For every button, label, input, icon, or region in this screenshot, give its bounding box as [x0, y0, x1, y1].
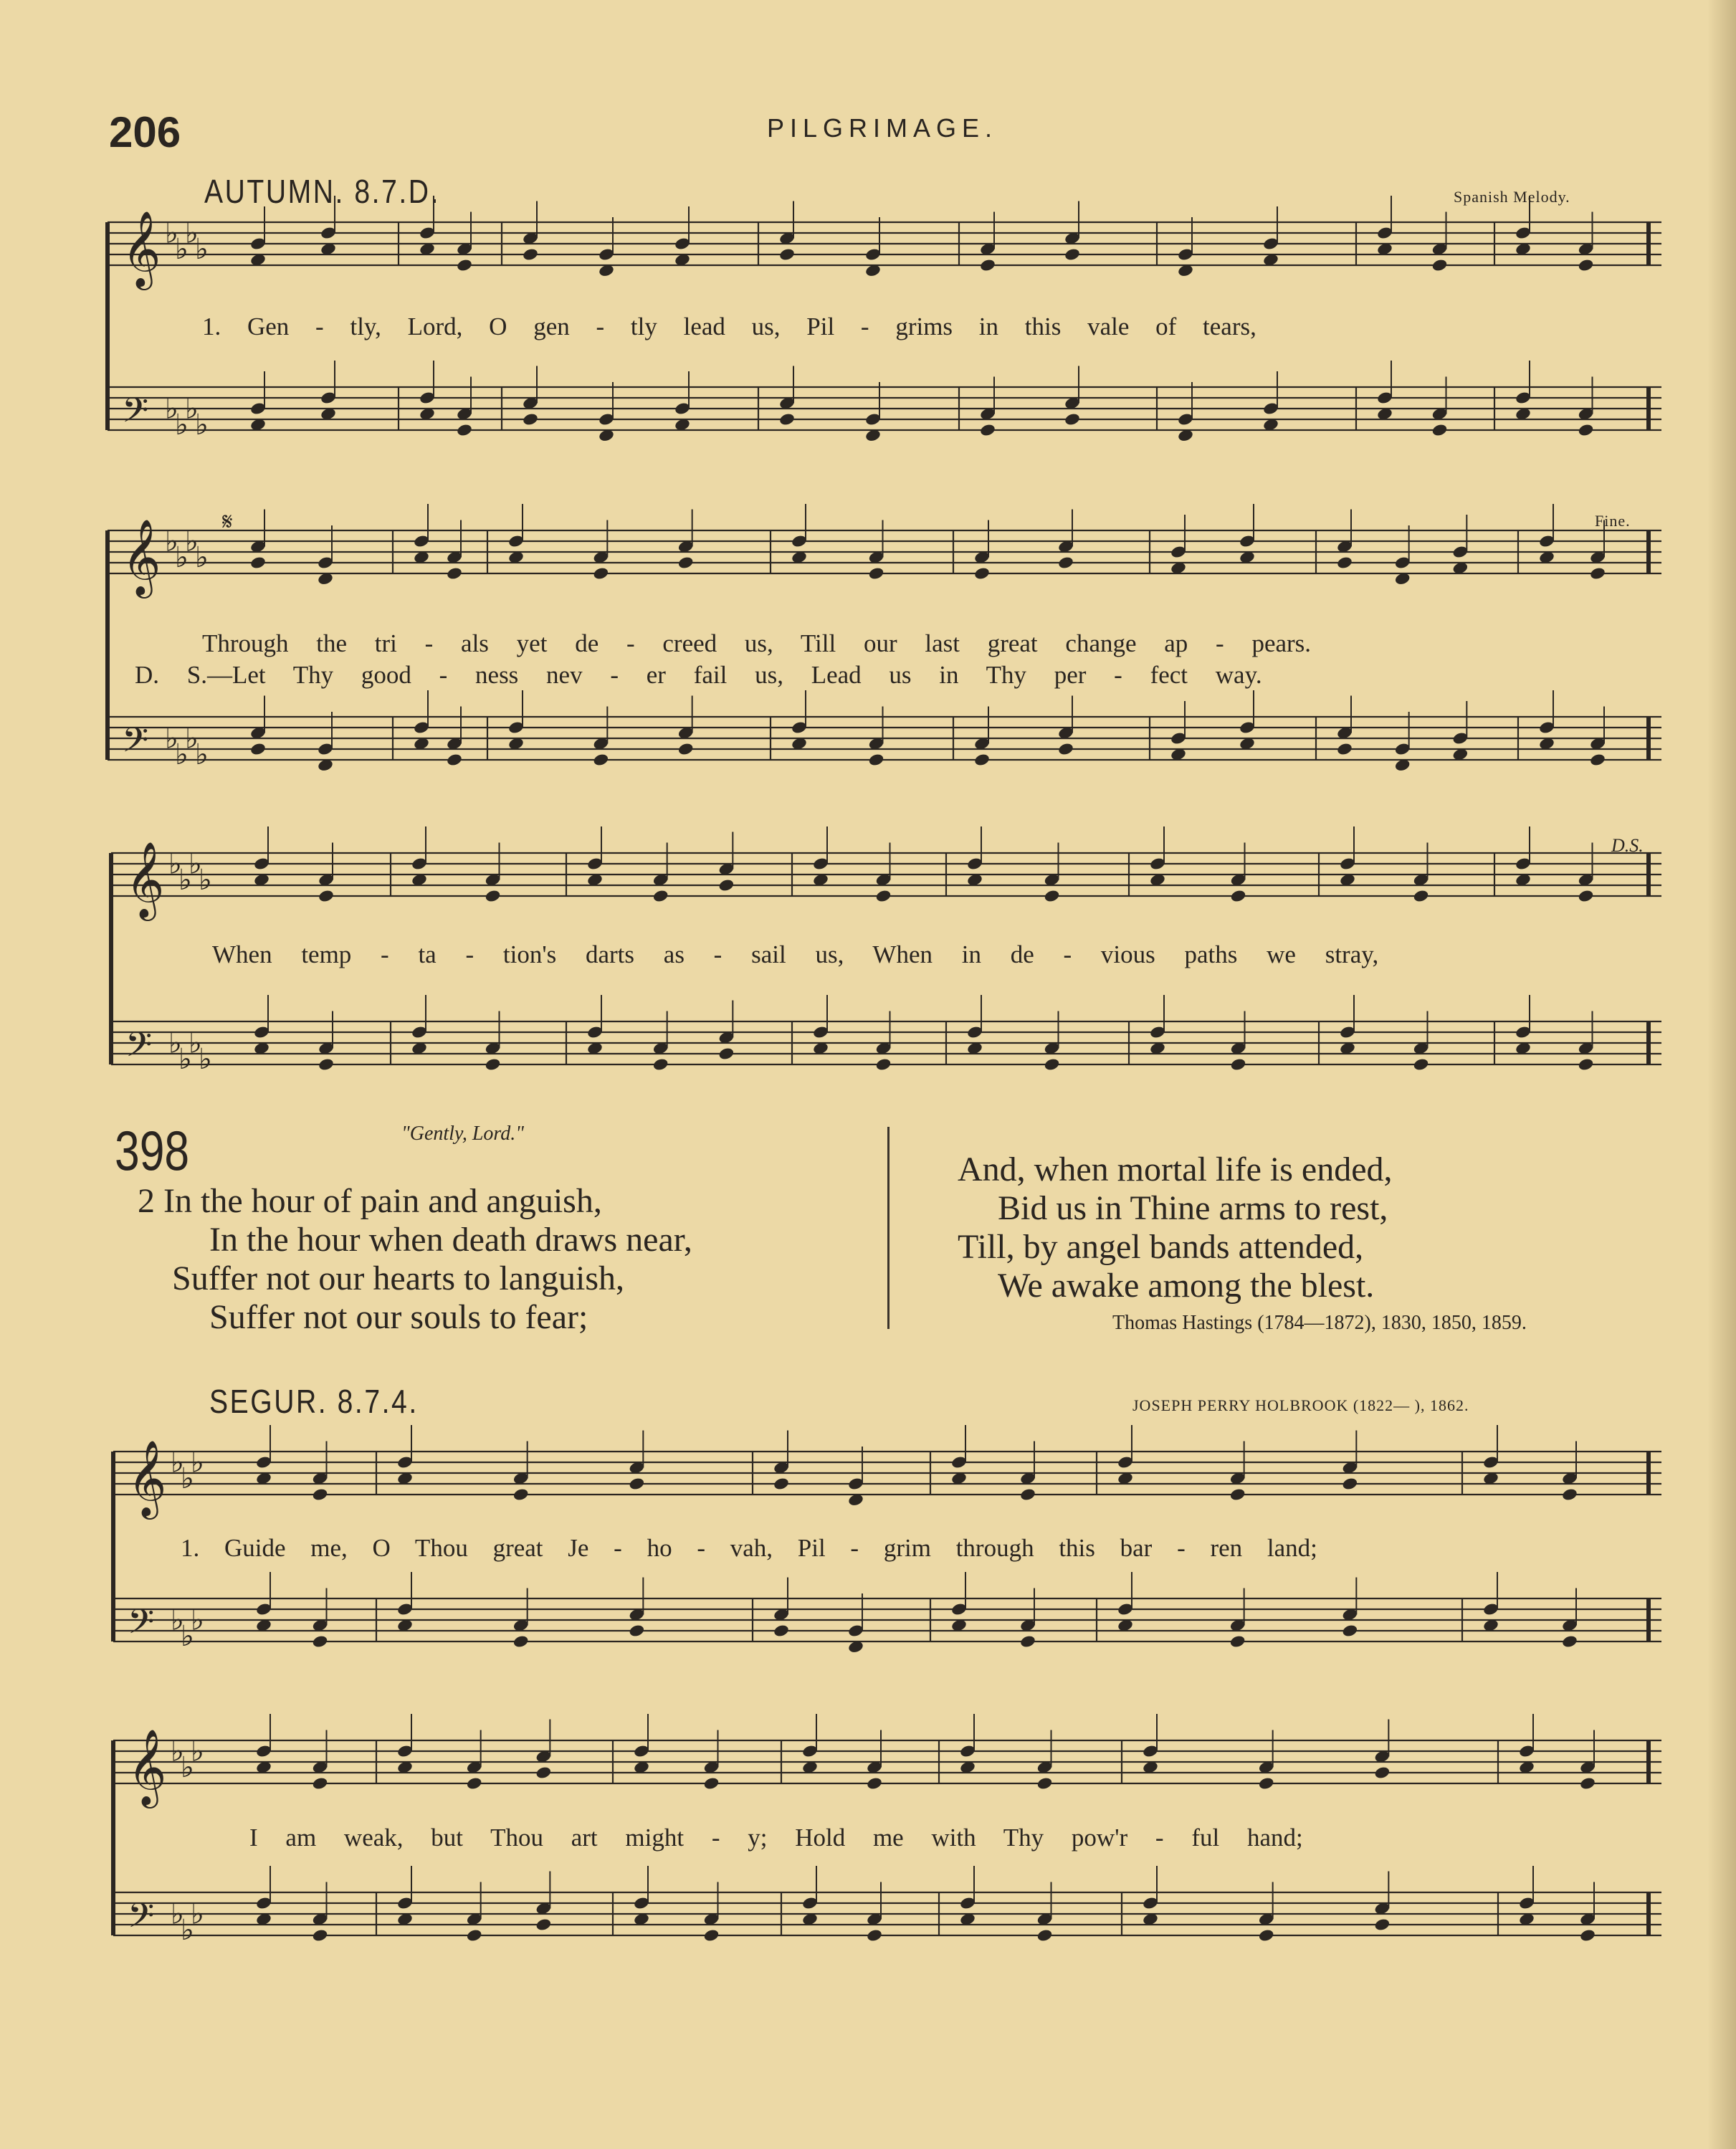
note-head: [1374, 1917, 1391, 1932]
note-head: [868, 566, 885, 581]
note-head: [1230, 889, 1247, 903]
stanza-3-line-4: We awake among the blest.: [998, 1267, 1375, 1305]
note-head: [466, 1776, 483, 1791]
note-head: [522, 247, 539, 262]
flat-icon: ♭: [171, 1604, 184, 1637]
note-head: [875, 1057, 892, 1072]
flat-icon: ♭: [165, 392, 178, 426]
note-head: [979, 258, 996, 272]
note-head: [1561, 1487, 1578, 1502]
flat-icon: ♭: [178, 864, 192, 897]
stanza-2-line-4: Suffer not our souls to fear;: [209, 1298, 588, 1336]
hymn-title: "Gently, Lord.": [401, 1123, 525, 1145]
note-head: [446, 566, 463, 581]
note-head: [778, 412, 796, 427]
treble-clef-icon: 𝄞: [122, 210, 161, 287]
hymn-credit: Thomas Hastings (1784—1872), 1830, 1850, 1859.: [1112, 1312, 1527, 1334]
bass-clef-icon: 𝄢: [125, 1024, 153, 1073]
lyric-line-autumn-ds: D. S.—Let Thy good - ness nev - er fail us, Lead us in Thy per - fect way.: [135, 661, 1262, 689]
note-head: [466, 1928, 483, 1943]
stanza-3-line-3: Till, by angel bands attended,: [958, 1228, 1364, 1266]
note-head: [629, 1477, 646, 1491]
flat-icon: ♭: [168, 847, 182, 881]
stanza-3-line-2: Bid us in Thine arms to rest,: [998, 1189, 1388, 1227]
running-head: PILGRIMAGE.: [767, 113, 998, 143]
stanza-2-line-2: In the hour when death draws near,: [209, 1221, 692, 1259]
note-head: [979, 423, 996, 437]
flat-icon: ♭: [185, 392, 199, 426]
note-head: [703, 1928, 720, 1943]
bass-clef-icon: 𝄢: [122, 390, 149, 439]
note-head: [1413, 889, 1430, 903]
note-head: [1578, 889, 1595, 903]
flat-icon: ♭: [178, 1043, 192, 1076]
flat-icon: ♭: [175, 738, 189, 771]
note-head: [1019, 1487, 1036, 1502]
flat-icon: ♭: [191, 1446, 204, 1479]
note-head: [593, 566, 610, 581]
lyric-line-segur-1: 1. Guide me, O Thou great Je - ho - vah, Pil - grim through this bar - ren land;: [181, 1534, 1317, 1562]
note-head: [1561, 1634, 1578, 1649]
note-head: [1064, 247, 1081, 262]
note-head: [1413, 1057, 1430, 1072]
lyric-line-autumn-2: Through the tri - als yet de - creed us, Till our last great change ap - pears.: [202, 629, 1312, 657]
note-head: [773, 1624, 790, 1638]
flat-icon: ♭: [185, 722, 199, 756]
note-head: [1342, 1624, 1359, 1638]
lyric-line-autumn-3: When temp - ta - tion's darts as - sail us, When in de - vious paths we stray,: [212, 940, 1379, 968]
note-head: [1044, 889, 1061, 903]
note-head: [973, 753, 991, 767]
flat-icon: ♭: [195, 233, 209, 266]
flat-icon: ♭: [175, 233, 189, 266]
note-head: [629, 1624, 646, 1638]
note-head: [249, 556, 267, 570]
bass-clef-icon: 𝄢: [122, 720, 149, 768]
flat-icon: ♭: [165, 722, 178, 756]
note-head: [1578, 423, 1595, 437]
note-head: [312, 1487, 329, 1502]
lyric-line-segur-2: I am weak, but Thou art might - y; Hold me with Thy pow'r - ful hand;: [249, 1824, 1303, 1852]
flat-icon: ♭: [175, 409, 189, 442]
flat-icon: ♭: [199, 1043, 212, 1076]
tune-title-segur: SEGUR. 8.7.4.: [209, 1383, 419, 1420]
flat-icon: ♭: [171, 1735, 184, 1768]
flat-icon: ♭: [171, 1897, 184, 1931]
note-head: [677, 556, 695, 570]
note-head: [1230, 1057, 1247, 1072]
note-head: [1374, 1766, 1391, 1780]
note-head: [318, 889, 335, 903]
flat-icon: ♭: [168, 1026, 182, 1060]
tune-attribution-autumn: Spanish Melody.: [1454, 188, 1570, 206]
note-head: [1336, 556, 1353, 570]
note-head: [1579, 1928, 1596, 1943]
flat-icon: ♭: [165, 216, 178, 250]
fine-mark: Fine.: [1595, 512, 1631, 530]
note-head: [456, 258, 473, 272]
note-head: [1019, 1634, 1036, 1649]
note-head: [456, 423, 473, 437]
note-head: [718, 1047, 735, 1061]
note-head: [1342, 1477, 1359, 1491]
flat-icon: ♭: [195, 738, 209, 771]
note-head: [1431, 258, 1449, 272]
tune-attribution-segur: JOSEPH PERRY HOLBROOK (1822— ), 1862.: [1132, 1396, 1469, 1414]
flat-icon: ♭: [195, 541, 209, 574]
bass-clef-icon: 𝄢: [128, 1601, 155, 1650]
note-head: [1064, 412, 1081, 427]
note-head: [1336, 742, 1353, 756]
note-head: [1057, 742, 1074, 756]
flat-icon: ♭: [195, 409, 209, 442]
note-head: [1258, 1928, 1275, 1943]
treble-clef-icon: 𝄞: [125, 841, 165, 918]
flat-icon: ♭: [181, 1914, 194, 1947]
flat-icon: ♭: [181, 1620, 194, 1653]
flat-icon: ♭: [189, 847, 202, 881]
flat-icon: ♭: [191, 1897, 204, 1931]
note-head: [1431, 423, 1449, 437]
flat-icon: ♭: [181, 1751, 194, 1784]
flat-icon: ♭: [185, 216, 199, 250]
note-head: [677, 742, 695, 756]
page-number: 206: [109, 108, 181, 156]
note-head: [973, 566, 991, 581]
note-head: [1258, 1776, 1275, 1791]
note-head: [1229, 1634, 1246, 1649]
note-head: [485, 1057, 502, 1072]
note-head: [1589, 566, 1606, 581]
note-head: [512, 1487, 530, 1502]
stanza-3-line-1: And, when mortal life is ended,: [958, 1150, 1393, 1188]
note-head: [1044, 1057, 1061, 1072]
note-head: [866, 1776, 883, 1791]
note-head: [312, 1776, 329, 1791]
note-head: [866, 1928, 883, 1943]
note-head: [773, 1477, 790, 1491]
flat-icon: ♭: [189, 1026, 202, 1060]
note-head: [312, 1928, 329, 1943]
bass-clef-icon: 𝄢: [128, 1895, 155, 1944]
note-head: [522, 412, 539, 427]
note-head: [718, 878, 735, 892]
note-head: [249, 742, 267, 756]
hymn-number: 398: [115, 1119, 190, 1182]
note-head: [535, 1766, 553, 1780]
treble-clef-icon: 𝄞: [128, 1439, 167, 1516]
flat-icon: ♭: [181, 1462, 194, 1495]
tune-title-autumn: AUTUMN. 8.7.D.: [204, 173, 440, 210]
note-head: [593, 753, 610, 767]
note-head: [1057, 556, 1074, 570]
stanza-2-line-1: 2 In the hour of pain and anguish,: [138, 1182, 602, 1220]
lyric-line-autumn-1: 1. Gen - tly, Lord, O gen - tly lead us, Pil - grims in this vale of tears,: [202, 313, 1256, 340]
note-head: [485, 889, 502, 903]
stanza-2-line-3: Suffer not our hearts to languish,: [172, 1259, 625, 1297]
flat-icon: ♭: [185, 525, 199, 558]
note-head: [446, 753, 463, 767]
note-head: [512, 1634, 530, 1649]
flat-icon: ♭: [191, 1604, 204, 1637]
note-head: [778, 247, 796, 262]
note-head: [1036, 1776, 1054, 1791]
note-head: [1578, 258, 1595, 272]
segno-sign: 𝄋: [222, 509, 233, 535]
flat-icon: ♭: [199, 864, 212, 897]
ds-mark: D.S.: [1611, 835, 1644, 856]
note-head: [318, 1057, 335, 1072]
flat-icon: ♭: [175, 541, 189, 574]
note-head: [1036, 1928, 1054, 1943]
note-head: [312, 1634, 329, 1649]
note-head: [1579, 1776, 1596, 1791]
note-head: [868, 753, 885, 767]
flat-icon: ♭: [191, 1735, 204, 1768]
note-head: [703, 1776, 720, 1791]
note-head: [652, 889, 669, 903]
note-head: [535, 1917, 553, 1932]
note-head: [1589, 753, 1606, 767]
flat-icon: ♭: [165, 525, 178, 558]
treble-clef-icon: 𝄞: [128, 1728, 167, 1805]
note-head: [1578, 1057, 1595, 1072]
note-head: [1229, 1487, 1246, 1502]
treble-clef-icon: 𝄞: [122, 518, 161, 595]
flat-icon: ♭: [171, 1446, 184, 1479]
note-head: [875, 889, 892, 903]
note-head: [652, 1057, 669, 1072]
